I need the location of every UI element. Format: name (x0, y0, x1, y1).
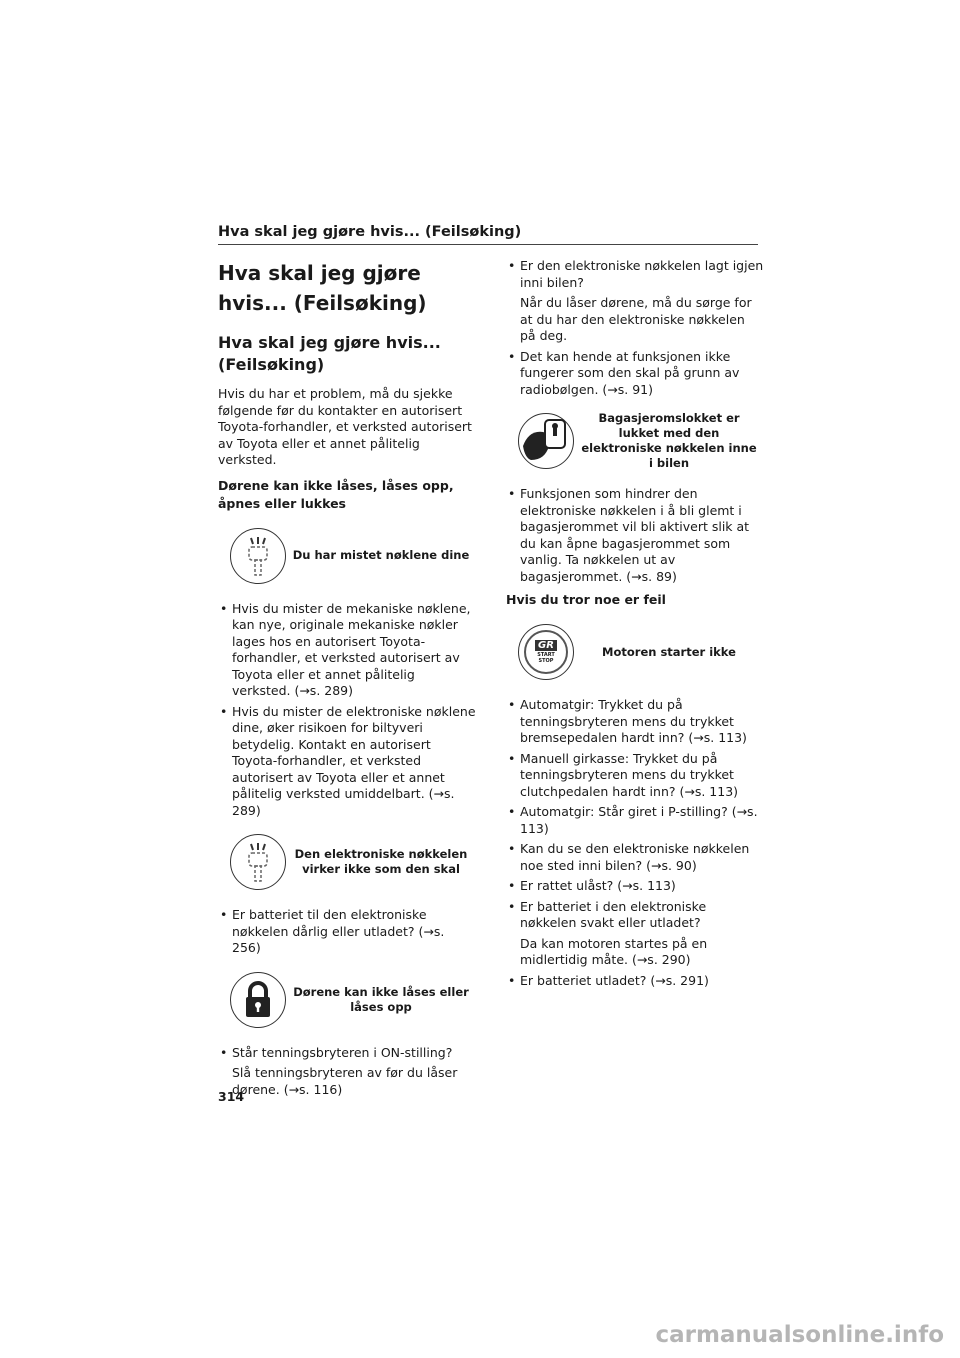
list-item (506, 258, 764, 345)
list-item: • Er batteriet til den elektroniske nøkkelen dårlig eller utladet? (→s. 256) (218, 907, 476, 957)
list-item: • Er batteriet utladet? (→s. 291) (506, 973, 764, 990)
problem-lost-keys (218, 525, 476, 587)
start-text: START (537, 652, 555, 658)
engine-start-list (506, 697, 764, 989)
malfunction-heading: Hvis du tror noe er feil (506, 592, 666, 607)
key-malfunction-list (218, 907, 476, 957)
gr-logo: GR (535, 640, 557, 651)
stop-text: STOP (538, 658, 554, 664)
list-item: • Kan du se den elektroniske nøkkelen noe sted inni bilen? (→s. 90) (506, 841, 764, 874)
list-item: • Manuell girkasse: Trykket du på tenningsbryteren mens du trykket clutchpedalen hardt inn? (→s. 113) (506, 751, 764, 801)
problem-label: Dørene kan ikke låses eller låses opp (293, 984, 469, 1014)
running-header: Hva skal jeg gjøre hvis... (Feilsøking) (218, 224, 522, 240)
trunk-key-icon (518, 413, 574, 469)
section-title: Hva skal jeg gjøre hvis... (Feilsøking) (218, 333, 441, 374)
lock-icon (230, 972, 286, 1028)
key-inside-list (506, 258, 764, 398)
list-item-text: Er batteriet i den elektroniske nøkkelen svakt eller utladet? (520, 898, 707, 930)
intro-paragraph: Hvis du har et problem, må du sjekke følgende før du kontakter en autorisert Toyota-forhandler, et verksted autorisert av Toyota eller et annet pålitelig verksted. (218, 386, 472, 467)
header-rule (218, 244, 758, 245)
list-item-text: Er den elektroniske nøkkelen lagt igjen inni bilen? (520, 258, 764, 290)
doors-heading: Dørene kan ikke låses, låses opp, åpnes eller lukkes (218, 477, 454, 511)
problem-label: Du har mistet nøklene dine (292, 548, 470, 562)
problem-label: Den elektroniske nøkkelen virker ikke som den skal (294, 847, 468, 876)
doors-lock-list (218, 1045, 476, 1099)
problem-doors-lock (218, 969, 476, 1031)
start-button-ring (524, 630, 568, 674)
right-column (506, 258, 764, 995)
list-item-note: Slå tenningsbryteren av før du låser dørene. (→s. 116) (232, 1065, 458, 1097)
lost-keys-list (218, 601, 476, 820)
watermark: carmanualsonline.info (655, 1322, 944, 1348)
problem-engine-start (506, 621, 764, 683)
list-item: • Hvis du mister de mekaniske nøklene, kan nye, originale mekaniske nøkler lages hos en autorisert Toyota-forhandler, et verksted autorisert av Toyota eller et annet pålitelig verksted. (→s. 289) (218, 601, 476, 700)
list-item: • Automatgir: Står giret i P-stilling? (→s. 113) (506, 804, 764, 837)
trunk-key-list (506, 486, 764, 585)
list-item: • Er rattet ulåst? (→s. 113) (506, 878, 764, 895)
problem-key-malfunction (218, 831, 476, 893)
left-column (218, 258, 476, 1104)
list-item (218, 1045, 476, 1099)
list-item: • Automatgir: Trykket du på tenningsbryteren mens du trykket bremsepedalen hardt inn? (→s. 113) (506, 697, 764, 747)
page-title: Hva skal jeg gjøre hvis... (Feilsøking) (218, 261, 427, 315)
list-item: • Det kan hende at funksjonen ikke fungerer som den skal på grunn av radiobølgen. (→s. 91) (506, 349, 764, 399)
list-item-note: Da kan motoren startes på en midlertidig måte. (→s. 290) (520, 935, 708, 967)
problem-label: Bagasjeromslokket er lukket med den elektroniske nøkkelen inne i bilen (581, 411, 757, 470)
page-number: 314 (218, 1089, 245, 1104)
list-item: • Hvis du mister de elektroniske nøklene dine, øker risikoen for biltyveri betydelig. Kontakt en autorisert Toyota-forhandler, et verksted autorisert av Toyota eller et annet pålitelig verksted umiddelbart. (→s. 289) (218, 704, 476, 820)
list-item (506, 899, 764, 969)
list-item-text: Står tenningsbryteren i ON-stilling? (232, 1044, 453, 1060)
problem-label: Motoren starter ikke (602, 644, 736, 659)
list-item-note: Når du låser dørene, må du sørge for at du har den elektroniske nøkkelen på deg. (520, 295, 752, 343)
problem-trunk-key (506, 410, 764, 472)
key-icon (230, 528, 286, 584)
list-item: • Funksjonen som hindrer den elektroniske nøkkelen i å bli glemt i bagasjerommet vil bli aktivert slik at du kan åpne bagasjerommet som vanlig. Ta nøkkelen ut av bagasjerommet. (→s. 89) (506, 486, 764, 585)
key-icon (230, 834, 286, 890)
start-button-icon (518, 624, 574, 680)
